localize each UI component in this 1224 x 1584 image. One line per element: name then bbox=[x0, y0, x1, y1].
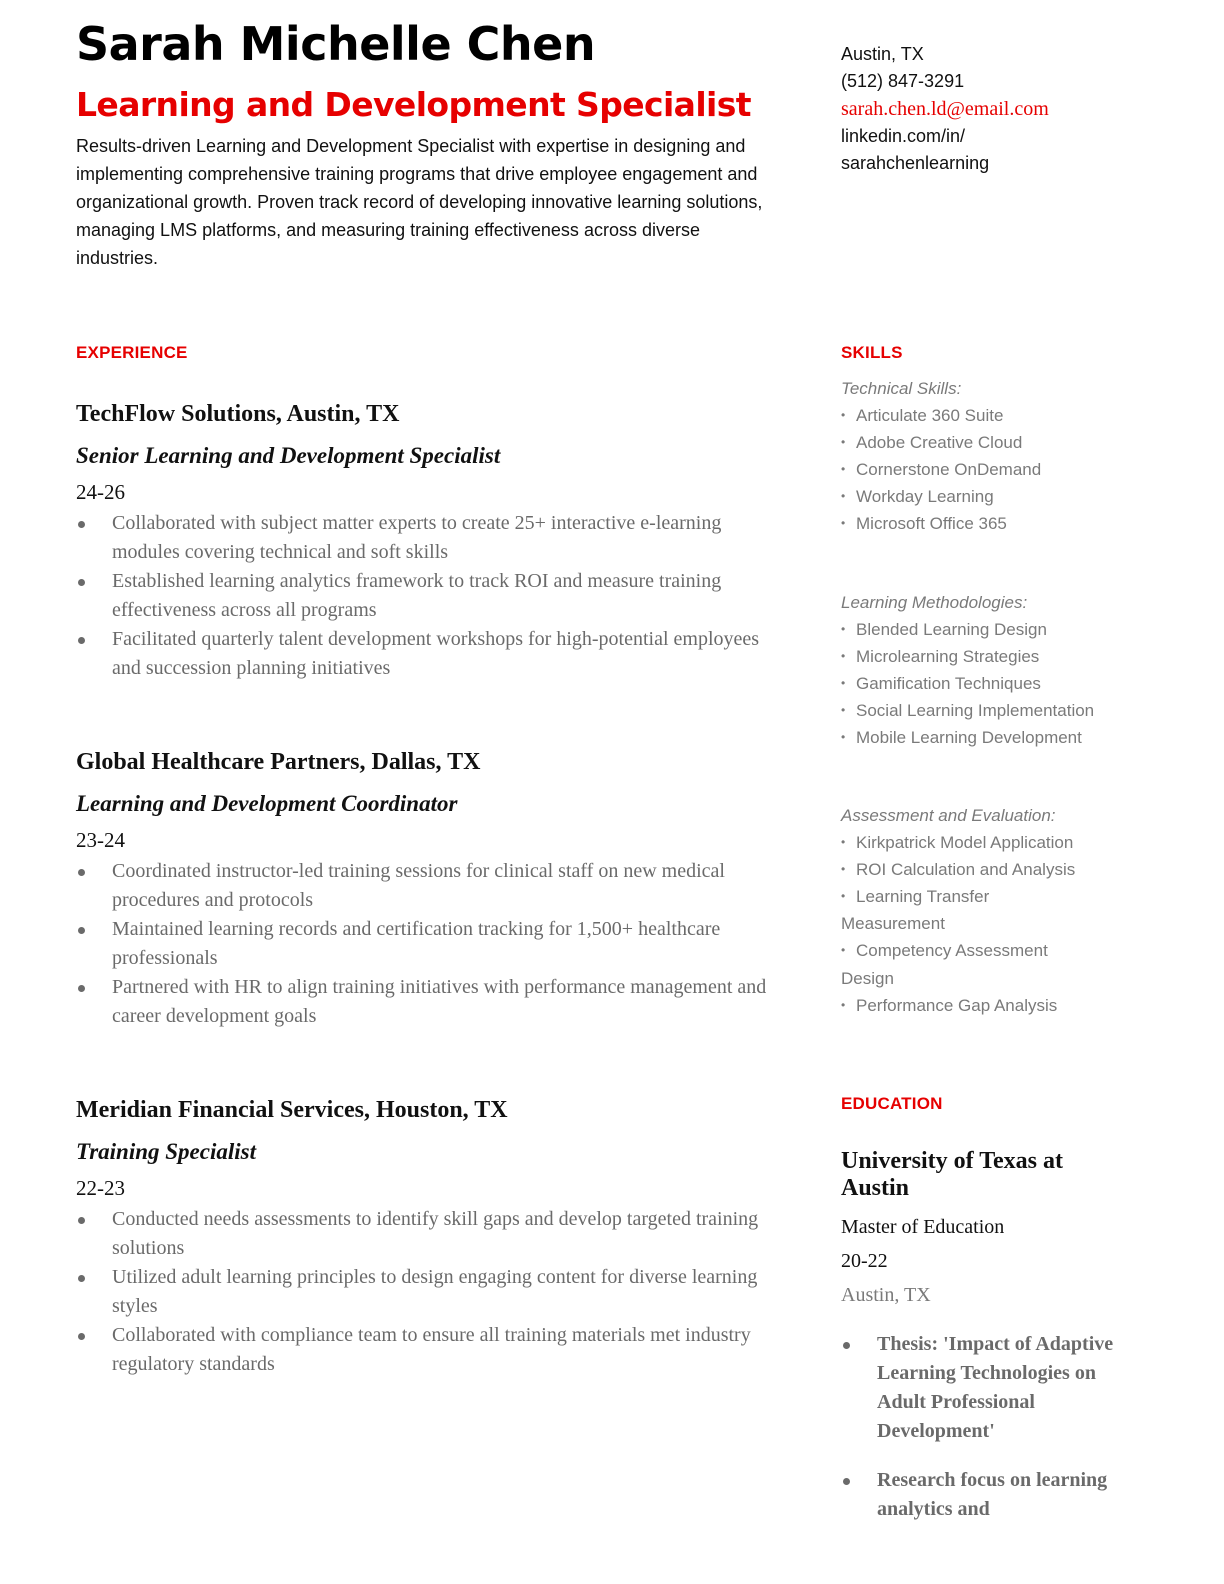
skill-text: ROI Calculation and Analysis bbox=[856, 860, 1076, 880]
skill-text: Articulate 360 Suite bbox=[856, 406, 1004, 426]
contact-linkedin-line2[interactable]: sarahchenlearning bbox=[841, 153, 990, 174]
bullet-icon bbox=[843, 1342, 850, 1349]
bullet-text: Conducted needs assessments to identify skill gaps and develop targeted training solutions bbox=[112, 1208, 759, 1259]
skill-item bbox=[841, 883, 1066, 937]
job-title: Learning and Development Specialist bbox=[76, 85, 751, 124]
skill-item bbox=[841, 643, 1141, 670]
job-dates: 24-26 bbox=[76, 480, 125, 504]
bullet-icon: • bbox=[841, 489, 846, 504]
bullet-icon bbox=[78, 637, 85, 644]
bullet-icon bbox=[78, 579, 85, 586]
skill-text: Cornerstone OnDemand bbox=[856, 460, 1042, 480]
bullet-icon bbox=[78, 1217, 85, 1224]
skill-group-assessment bbox=[841, 802, 1076, 1019]
bullet-icon: • bbox=[841, 676, 846, 691]
job-bullet bbox=[76, 1321, 786, 1379]
skill-item bbox=[841, 402, 1141, 429]
bullet-icon bbox=[78, 521, 85, 528]
bullet-text: Collaborated with subject matter experts to create 25+ interactive e-learning modules covering technical and soft skills bbox=[112, 512, 722, 563]
skill-item bbox=[841, 697, 1141, 724]
degree: Master of Education bbox=[841, 1216, 1005, 1238]
contact-email-link[interactable]: sarah.chen.ld@email.com bbox=[841, 97, 1049, 120]
skill-text: Social Learning Implementation bbox=[856, 701, 1095, 721]
job-entry bbox=[76, 1095, 786, 1379]
job-bullet bbox=[76, 567, 786, 625]
job-bullet bbox=[76, 1205, 786, 1263]
job-entry bbox=[76, 399, 786, 683]
education-entry bbox=[841, 1148, 1121, 1544]
contact-phone: (512) 847-3291 bbox=[841, 71, 965, 92]
bullet-icon: • bbox=[841, 997, 846, 1012]
job-role: Learning and Development Coordinator bbox=[76, 791, 458, 816]
bullet-icon: • bbox=[841, 649, 846, 664]
bullet-text: Collaborated with compliance team to ensure all training materials met industry regulatory standards bbox=[112, 1324, 751, 1375]
bullet-icon: • bbox=[841, 408, 846, 423]
job-bullets bbox=[76, 509, 786, 683]
skill-group-title: Learning Methodologies: bbox=[841, 593, 1028, 612]
bullet-text: Maintained learning records and certification tracking for 1,500+ healthcare professionals bbox=[112, 918, 721, 969]
skill-text: Workday Learning bbox=[856, 487, 994, 507]
bullet-text: Research focus on learning analytics and bbox=[877, 1469, 1108, 1520]
job-bullet bbox=[76, 915, 786, 973]
education-location: Austin, TX bbox=[841, 1284, 931, 1306]
skill-item bbox=[841, 510, 1141, 537]
job-bullets bbox=[76, 1205, 786, 1379]
job-bullet bbox=[76, 857, 786, 915]
skill-text: Microsoft Office 365 bbox=[856, 514, 1007, 534]
bullet-text: Coordinated instructor-led training sessions for clinical staff on new medical procedures and protocols bbox=[112, 860, 725, 911]
bullet-icon: • bbox=[841, 703, 846, 718]
contact-block bbox=[841, 41, 1049, 177]
skill-text: Kirkpatrick Model Application bbox=[856, 833, 1074, 853]
job-dates: 23-24 bbox=[76, 828, 125, 852]
contact-location: Austin, TX bbox=[841, 44, 924, 64]
skill-item bbox=[841, 483, 1141, 510]
school-name: University of Texas at Austin bbox=[841, 1148, 1063, 1201]
job-entry bbox=[76, 747, 786, 1031]
skill-item bbox=[841, 937, 1066, 991]
skill-item bbox=[841, 429, 1141, 456]
job-dates: 22-23 bbox=[76, 1176, 125, 1200]
education-dates: 20-22 bbox=[841, 1250, 888, 1272]
bullet-icon: • bbox=[841, 862, 846, 877]
bullet-icon: • bbox=[841, 516, 846, 531]
job-bullet bbox=[76, 973, 786, 1031]
job-role: Training Specialist bbox=[76, 1139, 256, 1164]
professional-summary: Results-driven Learning and Development Specialist with expertise in designing and implementing comprehensive training programs that drive employee engagement and organizational growth. Proven track record of developing innovative learning solutions, managing LMS platforms, and measuring training effectiveness across diverse industries. bbox=[76, 136, 763, 268]
skill-text: Performance Gap Analysis bbox=[856, 995, 1058, 1015]
bullet-icon bbox=[78, 1275, 85, 1282]
bullet-icon bbox=[843, 1478, 850, 1485]
job-role: Senior Learning and Development Specialist bbox=[76, 443, 501, 468]
bullet-text: Partnered with HR to align training initiatives with performance management and career development goals bbox=[112, 976, 767, 1027]
bullet-text: Utilized adult learning principles to design engaging content for diverse learning styles bbox=[112, 1266, 758, 1317]
skill-text: Microlearning Strategies bbox=[856, 647, 1040, 667]
skill-item bbox=[841, 456, 1141, 483]
bullet-icon: • bbox=[841, 943, 846, 958]
job-bullet bbox=[76, 1263, 786, 1321]
skill-text: Competency Assessment Design bbox=[841, 941, 1048, 988]
bullet-icon: • bbox=[841, 622, 846, 637]
bullet-icon: • bbox=[841, 435, 846, 450]
contact-linkedin-line1[interactable]: linkedin.com/in/ bbox=[841, 125, 966, 146]
bullet-text: Thesis: 'Impact of Adaptive Learning Technologies on Adult Professional Development' bbox=[877, 1333, 1114, 1442]
skill-text: Learning Transfer Measurement bbox=[841, 887, 990, 934]
skill-group-methodologies bbox=[841, 589, 1141, 752]
skill-item bbox=[841, 616, 1141, 643]
education-bullets bbox=[841, 1330, 1121, 1524]
bullet-icon bbox=[78, 985, 85, 992]
experience-heading: EXPERIENCE bbox=[76, 343, 188, 362]
company-name: Global Healthcare Partners, Dallas, TX bbox=[76, 749, 481, 775]
bullet-icon: • bbox=[841, 462, 846, 477]
skill-group-technical bbox=[841, 375, 1141, 538]
skill-group-title: Assessment and Evaluation: bbox=[841, 806, 1056, 825]
skill-item bbox=[841, 992, 1066, 1019]
skill-item bbox=[841, 856, 1076, 883]
bullet-text: Facilitated quarterly talent development workshops for high-potential employees and succession planning initiatives bbox=[112, 628, 760, 679]
bullet-icon: • bbox=[841, 835, 846, 850]
bullet-icon: • bbox=[841, 889, 846, 904]
skills-heading: SKILLS bbox=[841, 343, 903, 362]
bullet-icon bbox=[78, 1333, 85, 1340]
skill-item bbox=[841, 724, 1141, 751]
education-bullet bbox=[841, 1330, 1121, 1446]
bullet-text: Established learning analytics framework to track ROI and measure training effectiveness across all programs bbox=[112, 570, 722, 621]
bullet-icon bbox=[78, 927, 85, 934]
job-bullet bbox=[76, 625, 786, 683]
education-heading: EDUCATION bbox=[841, 1094, 943, 1113]
skill-item bbox=[841, 670, 1141, 697]
bullet-icon bbox=[78, 869, 85, 876]
skill-item bbox=[841, 829, 1074, 856]
skill-group-title: Technical Skills: bbox=[841, 379, 962, 398]
candidate-name: Sarah Michelle Chen bbox=[76, 17, 596, 71]
skill-text: Gamification Techniques bbox=[856, 674, 1041, 694]
bullet-icon: • bbox=[841, 730, 846, 745]
company-name: Meridian Financial Services, Houston, TX bbox=[76, 1097, 508, 1123]
skill-text: Mobile Learning Development bbox=[856, 728, 1082, 748]
skill-text: Blended Learning Design bbox=[856, 620, 1047, 640]
company-name: TechFlow Solutions, Austin, TX bbox=[76, 401, 400, 427]
education-bullet bbox=[841, 1466, 1121, 1524]
job-bullets bbox=[76, 857, 786, 1031]
job-bullet bbox=[76, 509, 786, 567]
skill-text: Adobe Creative Cloud bbox=[856, 433, 1023, 453]
